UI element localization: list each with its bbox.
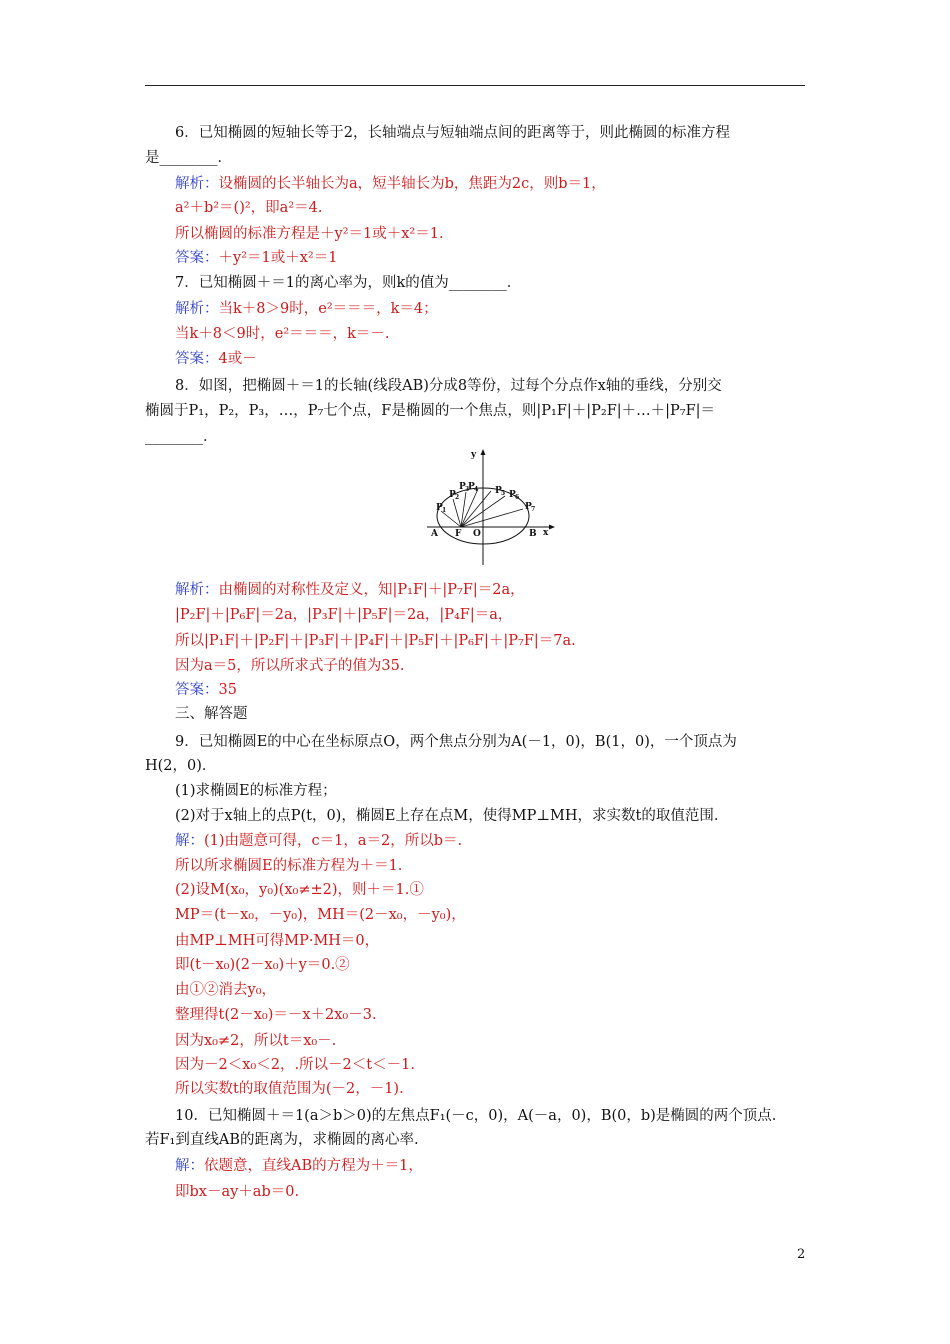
answer-marker: 解： [175, 833, 204, 849]
svg-text:1: 1 [442, 507, 447, 514]
x-axis-arrow [549, 525, 555, 530]
text-line [145, 1130, 419, 1150]
answer-marker: 答案： [175, 351, 219, 367]
question-text: 若F₁到直线AB的距离为，求椭圆的离心率. [145, 1132, 419, 1148]
question-text: H(2，0)． [145, 758, 217, 774]
svg-text:5: 5 [501, 490, 506, 497]
text-line [145, 427, 218, 447]
solution-text: 所以实数t的取值范围为(－2，－1). [175, 1081, 404, 1097]
svg-text:3: 3 [465, 486, 470, 493]
ellipse-figure [425, 447, 557, 567]
text-line [175, 980, 276, 1000]
text-line [175, 198, 322, 218]
text-line [175, 273, 521, 293]
question-text: 是________． [145, 150, 232, 166]
solution-text: (1)由题意可得，c＝1，a＝2，所以b＝. [204, 833, 463, 849]
svg-text:2: 2 [455, 494, 460, 501]
solution-text: 所以椭圆的标准方程是＋y²＝1或＋x²＝1. [175, 226, 444, 242]
solution-text: 当k＋8＞9时，e²＝＝＝，k＝4； [218, 301, 438, 317]
svg-text:6: 6 [515, 494, 520, 501]
solution-text: (2)设M(x₀，y₀)(x₀≠±2)，则＋＝1.① [175, 882, 424, 898]
text-line [145, 756, 216, 776]
question-text: 三、解答题 [175, 706, 248, 722]
solution-text: |P₂F|＋|P₆F|＝2a，|P₃F|＋|P₅F|＝2a，|P₄F|＝a， [175, 607, 513, 623]
text-line [175, 831, 462, 851]
text-line [175, 880, 424, 900]
text-line [175, 1005, 377, 1025]
label-x: x [543, 528, 549, 538]
text-line [175, 299, 438, 319]
svg-text:P: P [459, 482, 466, 492]
text-line [175, 732, 737, 752]
solution-text: 设椭圆的长半轴长为a，短半轴长为b，焦距为2c，则b＝1， [218, 176, 606, 192]
solution-text: 当k＋8＜9时，e²＝＝＝，k＝－. [175, 326, 390, 342]
solution-text: 4或－ [218, 351, 257, 367]
svg-text:7: 7 [531, 506, 536, 513]
y-axis-arrow [481, 449, 486, 455]
solution-text: 因为x₀≠2，所以t＝x₀－. [175, 1033, 337, 1049]
text-line [175, 1106, 776, 1126]
text-line [175, 1079, 404, 1099]
text-line [175, 1182, 299, 1202]
solution-text: 所以|P₁F|＋|P₂F|＋|P₃F|＋|P₄F|＋|P₅F|＋|P₆F|＋|P₇F|＝7a. [175, 633, 576, 649]
svg-text:P: P [436, 503, 443, 513]
text-line [145, 148, 232, 168]
text-line [175, 174, 606, 194]
text-line [175, 123, 730, 143]
label-A: A [431, 529, 438, 539]
question-text: 10．已知椭圆＋＝1(a＞b＞0)的左焦点F₁(－c，0)，A(－a，0)，B(0，b)是椭圆的两个顶点. [175, 1108, 777, 1124]
text-line [175, 931, 379, 951]
solution-text: 由MP⊥MH可得MP·MH＝0， [175, 933, 380, 949]
text-line [175, 1156, 423, 1176]
question-text: (2)对于x轴上的点P(t，0)，椭圆E上存在点M，使得MP⊥MH，求实数t的取值范围. [175, 808, 719, 824]
label-P6 [509, 490, 519, 501]
solution-text: ＋y²＝1或＋x²＝1 [218, 250, 338, 266]
label-O: O [473, 529, 481, 539]
solution-text: 整理得t(2－x₀)＝－x＋2x₀－3. [175, 1007, 377, 1023]
text-line [175, 248, 337, 268]
text-line [175, 856, 402, 876]
question-text: 7．已知椭圆＋＝1的离心率为，则k的值为________． [175, 275, 522, 291]
svg-text:4: 4 [474, 486, 479, 493]
header-rule [145, 85, 805, 86]
text-line [175, 955, 350, 975]
answer-marker: 解析： [175, 582, 219, 598]
label-P5 [495, 486, 505, 497]
label-F: F [455, 529, 462, 539]
label-P4 [468, 482, 478, 493]
label-P7 [525, 502, 535, 513]
label-B: B [529, 529, 537, 539]
text-line [175, 704, 248, 724]
solution-text: 所以所求椭圆E的标准方程为＋＝1. [175, 858, 403, 874]
focal-chord-2 [453, 499, 461, 527]
page-number: 2 [797, 1247, 806, 1262]
text-line [175, 680, 237, 700]
solution-text: 因为a＝5，所以所求式子的值为35. [175, 658, 405, 674]
solution-text: MP＝(t－x₀，－y₀)，MH＝(2－x₀，－y₀)， [175, 907, 466, 923]
solution-text: 依题意，直线AB的方程为＋＝1， [204, 1158, 423, 1174]
svg-text:P: P [525, 502, 532, 512]
text-line [175, 349, 257, 369]
text-line [175, 1055, 415, 1075]
solution-text: 即bx－ay＋ab＝0. [175, 1184, 300, 1200]
answer-marker: 答案： [175, 682, 219, 698]
question-text: ________． [145, 429, 218, 445]
solution-text: a²＋b²＝()²，即a²＝4. [175, 200, 323, 216]
answer-marker: 答案： [175, 250, 219, 266]
answer-marker: 解： [175, 1158, 204, 1174]
solution-text: 因为－2＜x₀＜2，.所以－2＜t＜－1. [175, 1057, 415, 1073]
question-text: 椭圆于P₁，P₂，P₃，…，P₇七个点，F是椭圆的一个焦点，则|P₁F|＋|P₂F|＋…＋|P₇F|＝ [145, 403, 716, 419]
text-line [175, 324, 390, 344]
text-line [175, 656, 404, 676]
text-line [175, 580, 525, 600]
svg-text:P: P [449, 490, 456, 500]
svg-text:P: P [509, 490, 516, 500]
solution-text: 由椭圆的对称性及定义，知|P₁F|＋|P₇F|＝2a， [218, 582, 525, 598]
text-line [175, 905, 466, 925]
text-line [175, 224, 444, 244]
focal-chord-7 [461, 509, 523, 527]
text-line [175, 781, 337, 801]
svg-text:P: P [468, 482, 475, 492]
question-text: (1)求椭圆E的标准方程； [175, 783, 337, 799]
text-line [175, 631, 576, 651]
question-text: 6．已知椭圆的短轴长等于2，长轴端点与短轴端点间的距离等于，则此椭圆的标准方程 [175, 125, 730, 141]
label-y: y [471, 450, 477, 460]
text-line [175, 605, 512, 625]
question-text: 9．已知椭圆E的中心在坐标原点O，两个焦点分别为A(－1，0)，B(1，0)，一个顶点为 [175, 734, 737, 750]
answer-marker: 解析： [175, 176, 219, 192]
solution-text: 35 [218, 682, 237, 698]
svg-text:P: P [495, 486, 502, 496]
question-text: 8．如图，把椭圆＋＝1的长轴(线段AB)分成8等份，过每个分点作x轴的垂线，分别交 [175, 378, 722, 394]
answer-marker: 解析： [175, 301, 219, 317]
text-line [145, 401, 715, 421]
solution-text: 即(t－x₀)(2－x₀)＋y＝0.② [175, 957, 350, 973]
text-line [175, 806, 718, 826]
text-line [175, 376, 722, 396]
solution-text: 由①②消去y₀， [175, 982, 277, 998]
label-P1 [436, 503, 446, 514]
label-P2 [449, 490, 459, 501]
text-line [175, 1031, 336, 1051]
